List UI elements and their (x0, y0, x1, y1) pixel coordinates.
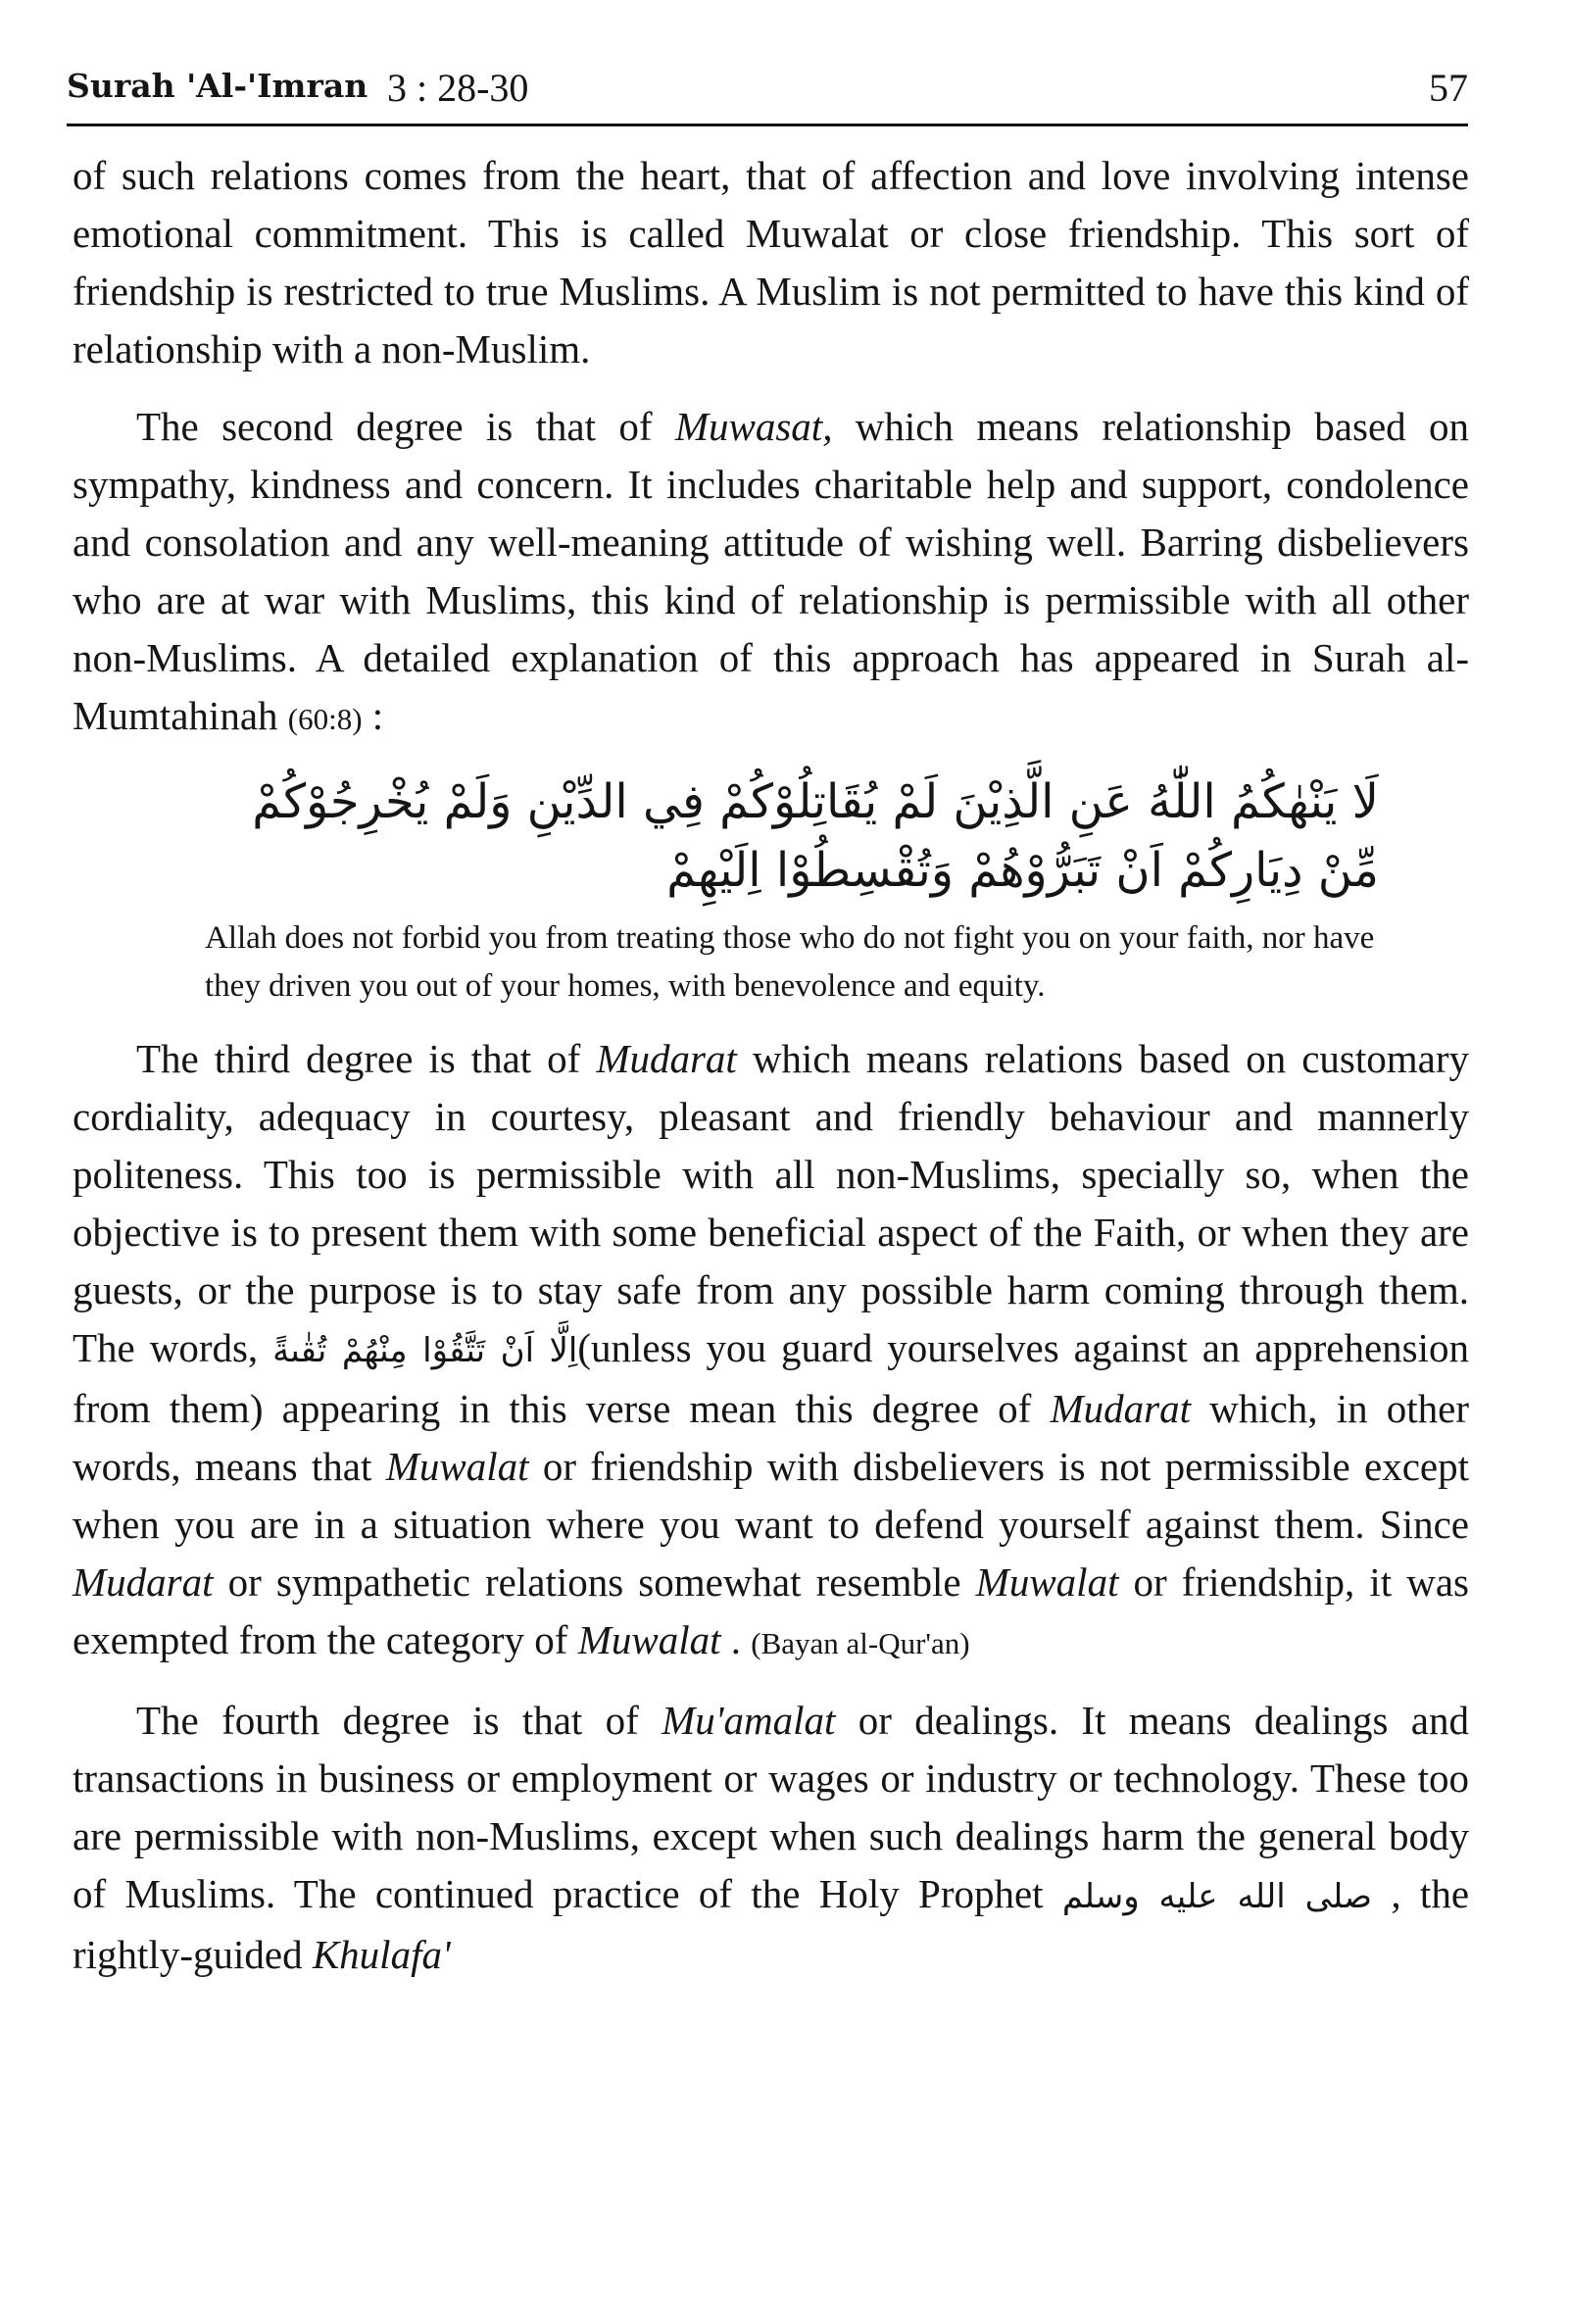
paragraph-second-degree (73, 398, 1469, 748)
term-mudarat: Mudarat (1050, 1386, 1191, 1431)
arabic-salutation: صلى الله عليه وسلم (1061, 1877, 1373, 1916)
verse-translation: Allah does not forbid you from treating those who do not fight you on your faith, nor have they driven you out of your homes, with benevolence and equity. (205, 920, 1375, 1004)
text: The third degree is that of (136, 1036, 597, 1081)
header-rule (67, 124, 1468, 126)
text: (unless you guard yourselves against an apprehension from them) appearing in this verse mean this degree of (73, 1325, 1469, 1431)
text: which means relationship based on sympathy, kindness and concern. It includes charitable help and support, condolence and consolation and any well-meaning attitude of wishing well. Barring disbelievers who are at war with Muslims, this kind of relationship is permissible with all other non-Muslims. A detailed explanation of this approach has appeared in Surah al-Mumtahinah (73, 404, 1469, 738)
text: : (362, 693, 384, 738)
surah-title: Surah 'Al-'Imran (67, 67, 368, 105)
text: , the rightly-guided (73, 1871, 1470, 1977)
paragraph-first-degree: of such relations comes from the heart, that of affection and love involving intense emotional commitment. This is called Muwalat or close friendship. This sort of friendship is restricted to true Muslims. A Muslim is not permitted to have this kind of relationship with a non-Muslim. (73, 153, 1469, 371)
text: or friendship with disbelievers is not permissible except when you are in a situation where you want to defend yourself against them. Since (73, 1444, 1469, 1547)
term-muwalat: Muwalat (975, 1559, 1119, 1605)
arabic-inline-phrase: اِلَّا اَنْ تَتَّقُوْا مِنْهُمْ تُقٰىةً (272, 1331, 578, 1370)
page-number: 57 (1429, 66, 1468, 110)
term-muamalat: Mu'amalat (662, 1698, 836, 1743)
text: The fourth degree is that of (136, 1698, 662, 1743)
term-khulafa: Khulafa' (312, 1932, 451, 1977)
text: The second degree is that of (136, 404, 675, 449)
text: or sympathetic relations somewhat resemble (213, 1559, 976, 1605)
text: . (720, 1617, 752, 1662)
paragraph-third-degree (73, 1030, 1469, 1672)
verse-citation: (60:8) (287, 702, 363, 736)
text: which means relations based on customary cordiality, adequacy in courtesy, pleasant and friendly behaviour and mannerly politeness. This too is permissible with all non-Muslims, specially so, when the objective is to present them with some beneficial aspect of the Faith, or when they are guests, or the purpose is to stay safe from any possible harm coming through them. The words, (73, 1036, 1469, 1370)
page-header (67, 61, 1468, 129)
term-mudarat: Mudarat (596, 1036, 737, 1081)
term-mudarat: Mudarat (73, 1559, 214, 1605)
term-muwasat: Muwasat, (674, 404, 833, 449)
term-muwalat: Muwalat (385, 1444, 529, 1489)
text: or friendship, it was exempted from the category of (73, 1559, 1469, 1662)
arabic-verse-block: لَا يَنْهٰكُمُ اللّٰهُ عَنِ الَّذِيْنَ لَمْ يُقَاتِلُوْكُمْ فِي الدِّيْنِ وَلَمْ يُخْرِجُوْكُمْ مِّنْ دِيَارِكُمْ اَنْ تَبَرُّوْهُمْ وَتُقْسِطُوْا اِلَيْهِمْ (252, 774, 1379, 898)
page-body (73, 147, 1469, 2003)
text: which, in other words, means that (73, 1386, 1469, 1489)
term-muwalat: Muwalat (577, 1617, 721, 1662)
text: or dealings. It means dealings and transactions in business or employment or wages or industry or technology. These too are permissible with non-Muslims, except when such dealings harm the general body of Muslims. The continued practice of the Holy Prophet (73, 1698, 1469, 1916)
verse-reference: 3 : 28-30 (387, 66, 529, 110)
source-citation: (Bayan al-Qur'an) (751, 1626, 970, 1660)
paragraph-fourth-degree (73, 1692, 1469, 1984)
